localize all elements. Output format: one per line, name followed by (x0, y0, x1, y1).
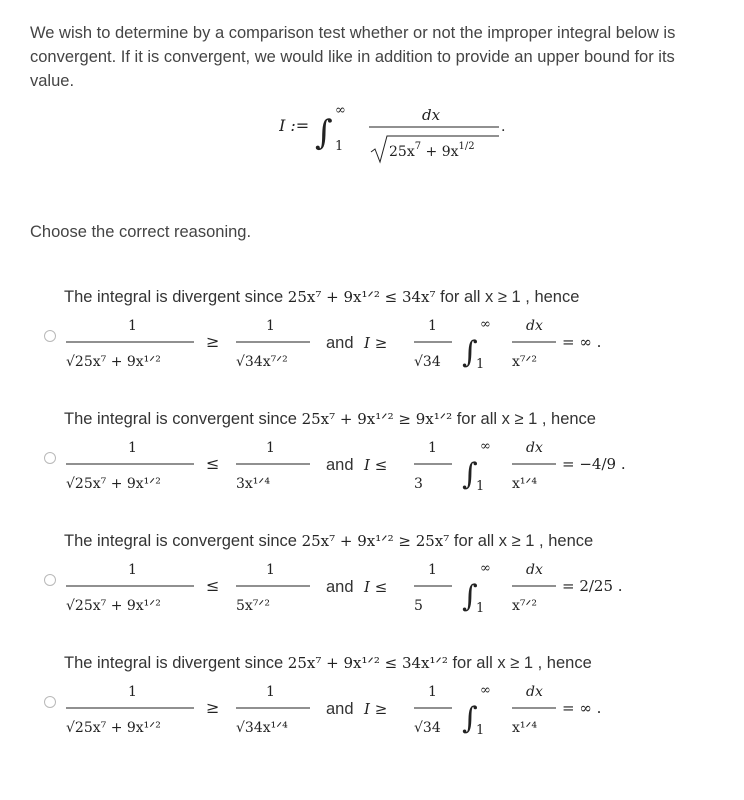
integral-lower-limit: 1 (476, 723, 485, 738)
option-radio[interactable] (44, 696, 56, 708)
integral-sign: ∫ (462, 335, 478, 370)
statement-prefix: The integral is convergent since (64, 532, 297, 550)
integral-lower-limit: 1 (476, 601, 485, 616)
integral-lower-limit: 1 (335, 139, 344, 154)
statement-inequality: 25x⁷ + 9x¹ᐟ² ≥ 9x¹ᐟ² (301, 410, 453, 428)
rhs-denominator: √34x⁷ᐟ² (236, 354, 288, 370)
integrand-numerator: dx (526, 318, 543, 334)
statement-inequality: 25x⁷ + 9x¹ᐟ² ≥ 25x⁷ (301, 532, 450, 550)
bound-relation: I ≥ (364, 700, 388, 718)
rhs-denominator: 3x¹ᐟ⁴ (236, 476, 270, 492)
option-statement (64, 532, 593, 551)
lhs-numerator: 1 (128, 318, 137, 334)
integrand-numerator: dx (526, 562, 543, 578)
integrand-denominator: x⁷ᐟ² (512, 598, 538, 614)
rhs-numerator: 1 (266, 318, 275, 334)
statement-suffix: for all x ≥ 1 , hence (456, 410, 596, 428)
integral-period: . (501, 119, 506, 135)
rhs-numerator: 1 (266, 684, 275, 700)
integral-result: = ∞ . (562, 333, 602, 351)
comparison-relation: ≤ (206, 576, 220, 595)
statement-inequality: 25x⁷ + 9x¹ᐟ² ≤ 34x⁷ (287, 288, 436, 306)
answer-option (0, 410, 744, 522)
integral-sign: ∫ (315, 113, 333, 153)
coefficient-numerator: 1 (428, 562, 437, 578)
display-integral (279, 100, 519, 170)
statement-suffix: for all x ≥ 1 , hence (452, 654, 592, 672)
lhs-denominator: √25x⁷ + 9x¹ᐟ² (66, 598, 161, 614)
integral-upper-limit: ∞ (480, 317, 491, 332)
statement-suffix: for all x ≥ 1 , hence (453, 532, 594, 550)
choose-label: Choose the correct reasoning. (30, 223, 252, 241)
integral-lower-limit: 1 (476, 479, 485, 494)
statement-suffix: for all x ≥ 1 , hence (440, 288, 580, 306)
option-radio[interactable] (44, 330, 56, 342)
bound-relation: I ≤ (364, 578, 388, 596)
coefficient-denominator: √34 (414, 720, 441, 736)
coefficient-numerator: 1 (428, 684, 437, 700)
lhs-denominator: √25x⁷ + 9x¹ᐟ² (66, 476, 161, 492)
integrand-numerator: dx (526, 684, 543, 700)
answer-option (0, 654, 744, 766)
statement-prefix: The integral is divergent since (64, 654, 284, 672)
problem-intro: We wish to determine by a comparison test whether or not the improper integral below is convergent. If it is convergent, we would like in addition to provide an upper bound for its value. (30, 24, 676, 90)
integral-upper-limit: ∞ (480, 683, 491, 698)
integral-lower-limit: 1 (476, 357, 485, 372)
coefficient-denominator: 5 (414, 598, 423, 614)
coefficient-numerator: 1 (428, 318, 437, 334)
option-statement (64, 410, 596, 429)
lhs-numerator: 1 (128, 440, 137, 456)
integral-sign: ∫ (462, 457, 478, 492)
integral-sign: ∫ (462, 579, 478, 614)
integral-lhs: I := (279, 116, 310, 135)
option-formula (64, 680, 724, 744)
integral-sign: ∫ (462, 701, 478, 736)
rhs-numerator: 1 (266, 440, 275, 456)
option-formula (64, 436, 724, 500)
integrand-denominator: x¹ᐟ⁴ (512, 720, 538, 736)
and-word: and (326, 578, 354, 596)
and-word: and (326, 700, 354, 718)
lhs-numerator: 1 (128, 562, 137, 578)
integral-numerator: dx (422, 106, 441, 124)
integral-result: = −4/9 . (562, 455, 626, 473)
integral-result: = ∞ . (562, 699, 602, 717)
coefficient-denominator: 3 (414, 476, 423, 492)
statement-prefix: The integral is divergent since (64, 288, 284, 306)
and-word: and (326, 334, 354, 352)
comparison-relation: ≥ (206, 332, 220, 351)
integrand-numerator: dx (526, 440, 543, 456)
lhs-denominator: √25x⁷ + 9x¹ᐟ² (66, 354, 161, 370)
option-radio[interactable] (44, 452, 56, 464)
rhs-denominator: 5x⁷ᐟ² (236, 598, 270, 614)
option-formula (64, 314, 724, 378)
bound-relation: I ≥ (364, 334, 388, 352)
option-formula (64, 558, 724, 622)
integral-upper-limit: ∞ (480, 561, 491, 576)
answer-option (0, 532, 744, 644)
bound-relation: I ≤ (364, 456, 388, 474)
and-word: and (326, 456, 354, 474)
option-statement (64, 654, 592, 673)
integral-upper-limit: ∞ (480, 439, 491, 454)
coefficient-denominator: √34 (414, 354, 441, 370)
integrand-denominator: x¹ᐟ⁴ (512, 476, 538, 492)
integrand-denominator: x⁷ᐟ² (512, 354, 538, 370)
rhs-numerator: 1 (266, 562, 275, 578)
integral-result: = 2/25 . (562, 577, 623, 595)
lhs-denominator: √25x⁷ + 9x¹ᐟ² (66, 720, 161, 736)
lhs-numerator: 1 (128, 684, 137, 700)
integral-denominator: $25x^7 + 9x^{1/2}$ (389, 141, 475, 160)
integral-upper-limit: ∞ (335, 103, 346, 118)
option-radio[interactable] (44, 574, 56, 586)
rhs-denominator: √34x¹ᐟ⁴ (236, 720, 288, 736)
coefficient-numerator: 1 (428, 440, 437, 456)
comparison-relation: ≤ (206, 454, 220, 473)
option-statement (64, 288, 579, 307)
answer-option (0, 288, 744, 400)
statement-inequality: 25x⁷ + 9x¹ᐟ² ≤ 34x¹ᐟ² (287, 654, 448, 672)
statement-prefix: The integral is convergent since (64, 410, 297, 428)
comparison-relation: ≥ (206, 698, 220, 717)
